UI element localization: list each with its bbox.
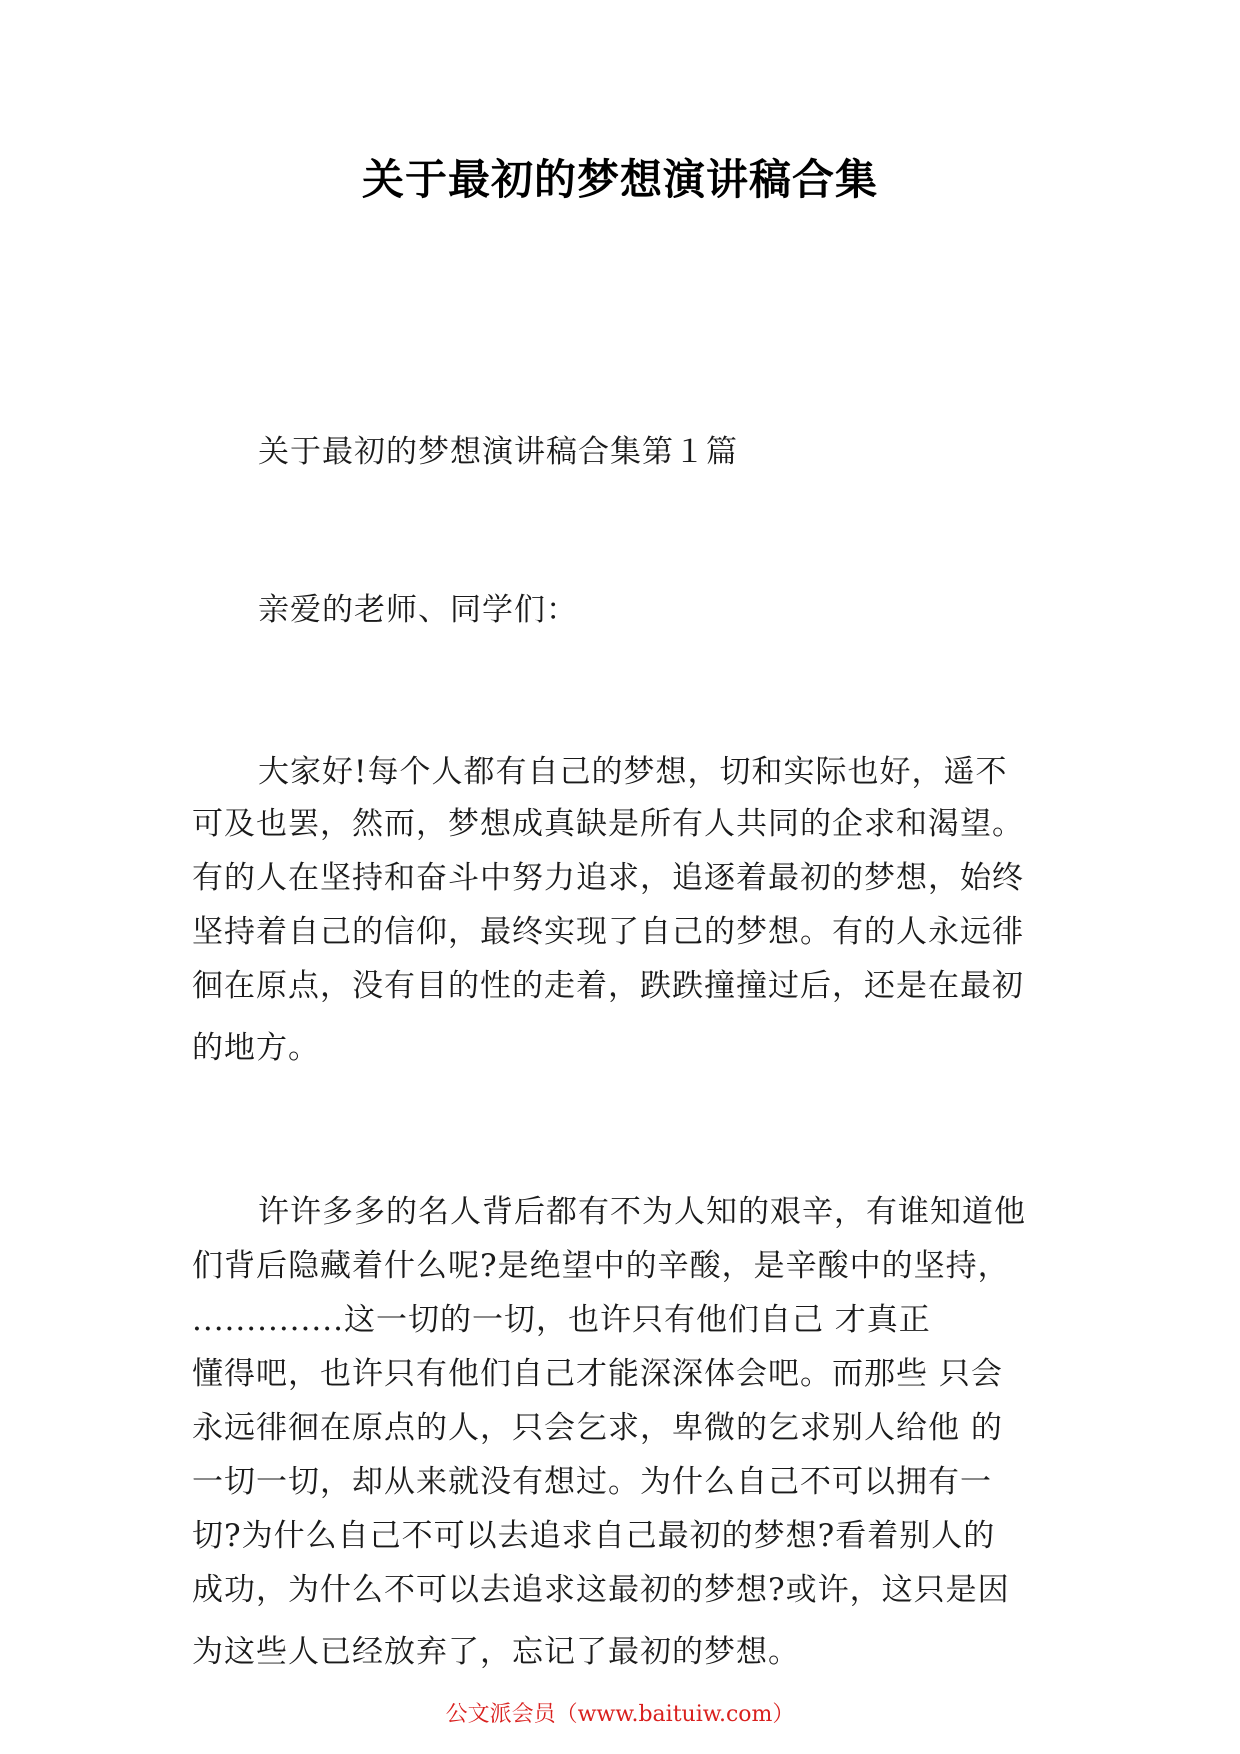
section-heading: 关于最初的梦想演讲稿合集第１篇: [258, 434, 738, 470]
greeting: 亲爱的老师、同学们：: [258, 592, 578, 628]
paragraph-line: 成功，为什么不可以去追求这最初的梦想?或许，这只是因: [192, 1572, 1010, 1608]
footer-watermark[interactable]: 公文派会员（www.baituiw.com）: [445, 1702, 795, 1727]
paragraph-line: 为这些人已经放弃了，忘记了最初的梦想。: [192, 1634, 800, 1670]
paragraph-line: 们背后隐藏着什么呢?是绝望中的辛酸，是辛酸中的坚持，: [192, 1248, 1010, 1284]
paragraph-line: 的地方。: [192, 1030, 320, 1066]
paragraph-line: 坚持着自己的信仰，最终实现了自己的梦想。有的人永远徘: [192, 914, 1024, 950]
paragraph-line: 懂得吧，也许只有他们自己才能深深体会吧。而那些 只会: [192, 1356, 1003, 1392]
paragraph-line: ..............这一切的一切，也许只有他们自己 才真正: [192, 1302, 931, 1338]
paragraph-line: 许许多多的名人背后都有不为人知的艰辛，有谁知道他: [258, 1194, 1026, 1230]
paragraph-line: 徊在原点，没有目的性的走着，跌跌撞撞过后，还是在最初: [192, 968, 1024, 1004]
document-title: 关于最初的梦想演讲稿合集: [361, 155, 878, 204]
paragraph-line: 大家好!每个人都有自己的梦想，切和实际也好，遥不: [258, 754, 1008, 790]
paragraph-line: 可及也罢，然而，梦想成真缺是所有人共同的企求和渴望。: [192, 806, 1024, 842]
paragraph-line: 永远徘徊在原点的人，只会乞求，卑微的乞求别人给他 的: [192, 1410, 1003, 1446]
paragraph-line: 有的人在坚持和奋斗中努力追求，追逐着最初的梦想，始终: [192, 860, 1024, 896]
paragraph-line: 切?为什么自己不可以去追求自己最初的梦想?看着别人的: [192, 1518, 996, 1554]
paragraph-line: 一切一切，却从来就没有想过。为什么自己不可以拥有一: [192, 1464, 992, 1500]
